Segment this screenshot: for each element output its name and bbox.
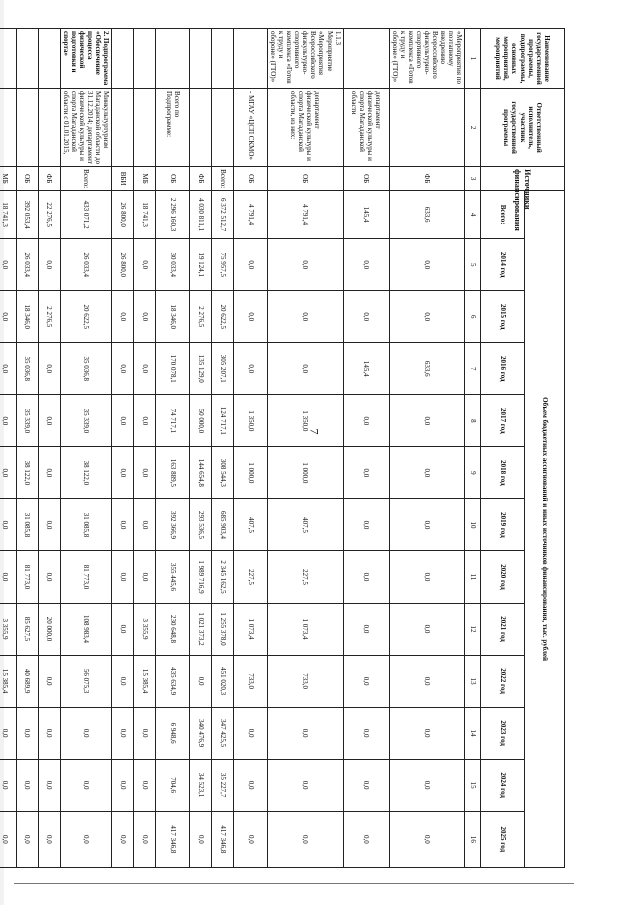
- row-source-cell: Всего:: [212, 167, 234, 191]
- row-value-cell: 1 255 378,0: [212, 603, 234, 655]
- row-value-cell: 230 648,8: [156, 603, 190, 655]
- index-cell: 11: [465, 551, 481, 603]
- row-value-cell: 0,0: [343, 291, 389, 343]
- index-cell: 2: [465, 89, 481, 167]
- row-value-cell: 81 773,0: [16, 551, 38, 603]
- row-value-cell: 0,0: [234, 291, 268, 343]
- row-value-cell: 18 346,0: [156, 291, 190, 343]
- header-year: 2024 год: [481, 759, 525, 811]
- row-name-cell: [0, 29, 16, 89]
- row-value-cell: 407,5: [268, 499, 343, 551]
- row-value-cell: 0,0: [343, 499, 389, 551]
- index-cell: 7: [465, 343, 481, 395]
- row-source-cell: ОБ: [234, 167, 268, 191]
- row-value-cell: 347 425,5: [212, 707, 234, 759]
- index-cell: 4: [465, 191, 481, 239]
- row-value-cell: 451 020,3: [212, 655, 234, 707]
- row-value-cell: 0,0: [389, 707, 464, 759]
- rotated-table-container: [1, 28, 565, 868]
- row-value-cell: 392 366,9: [156, 499, 190, 551]
- row-value-cell: 0,0: [112, 759, 134, 811]
- row-value-cell: 0,0: [112, 291, 134, 343]
- row-value-cell: 20 000,0: [38, 603, 60, 655]
- row-value-cell: 0,0: [0, 759, 16, 811]
- row-value-cell: 15 385,4: [0, 655, 16, 707]
- row-name-cell: [134, 29, 156, 89]
- row-value-cell: 0,0: [389, 811, 464, 867]
- row-value-cell: 0,0: [112, 499, 134, 551]
- row-value-cell: 31 085,8: [16, 499, 38, 551]
- index-cell: 15: [465, 759, 481, 811]
- row-value-cell: 1 073,4: [234, 603, 268, 655]
- row-value-cell: 0,0: [134, 291, 156, 343]
- row-value-cell: 0,0: [134, 811, 156, 867]
- row-total-cell: 433 071,2: [60, 191, 111, 239]
- row-value-cell: 0,0: [134, 707, 156, 759]
- header-year: 2017 год: [481, 395, 525, 447]
- row-value-cell: 308 544,3: [212, 447, 234, 499]
- row-source-cell: ФБ: [389, 167, 464, 191]
- index-cell: 5: [465, 239, 481, 291]
- row-value-cell: 1 000,0: [268, 447, 343, 499]
- row-name-cell: [156, 29, 190, 89]
- table-row: [343, 29, 389, 868]
- row-value-cell: 417 346,8: [212, 811, 234, 867]
- index-cell: 9: [465, 447, 481, 499]
- row-value-cell: 144 654,8: [190, 447, 212, 499]
- header-year: 2023 год: [481, 707, 525, 759]
- row-value-cell: 0,0: [16, 759, 38, 811]
- row-value-cell: 31 085,8: [60, 499, 111, 551]
- row-name-cell: 2. Подпрограмма «Обеспечение процесса физической подготовки и спорта»: [60, 29, 111, 89]
- table-row: [112, 29, 134, 868]
- row-source-cell: ОБ: [343, 167, 389, 191]
- row-value-cell: 85 627,5: [16, 603, 38, 655]
- row-value-cell: 56 075,3: [60, 655, 111, 707]
- row-value-cell: 1 073,4: [268, 603, 343, 655]
- row-value-cell: 704,6: [156, 759, 190, 811]
- row-name-cell: [234, 29, 268, 89]
- row-value-cell: 435 634,9: [156, 655, 190, 707]
- row-value-cell: 2 345 162,5: [212, 551, 234, 603]
- row-value-cell: 30 033,4: [156, 239, 190, 291]
- row-value-cell: 38 122,0: [60, 447, 111, 499]
- row-source-cell: ОБ: [156, 167, 190, 191]
- row-value-cell: 50 000,0: [190, 395, 212, 447]
- row-value-cell: 0,0: [389, 395, 464, 447]
- row-executor-cell: [190, 89, 212, 167]
- row-value-cell: 0,0: [389, 447, 464, 499]
- row-value-cell: 34 523,1: [190, 759, 212, 811]
- row-value-cell: 0,0: [343, 655, 389, 707]
- index-cell: 16: [465, 811, 481, 867]
- row-value-cell: 0,0: [234, 343, 268, 395]
- row-value-cell: 124 717,1: [212, 395, 234, 447]
- row-value-cell: 0,0: [38, 395, 60, 447]
- row-name-cell: [38, 29, 60, 89]
- row-value-cell: 733,0: [234, 655, 268, 707]
- header-executor: Ответственный исполнитель, участник государственной программы: [481, 89, 565, 167]
- row-value-cell: 0,0: [389, 239, 464, 291]
- row-value-cell: 0,0: [134, 759, 156, 811]
- row-value-cell: 0,0: [343, 759, 389, 811]
- row-total-cell: 4 791,4: [268, 191, 343, 239]
- row-name-cell: «Мероприятия по поэтапному внедрению Всероссийского физкультурно-спортивного комплекса «Готов к труду и обороне» (ГТО)»: [389, 29, 464, 89]
- row-value-cell: 0,0: [60, 811, 111, 867]
- row-executor-cell: Всего по Подпрограмме:: [156, 89, 190, 167]
- table-row: [60, 29, 111, 868]
- row-total-cell: 18 741,3: [0, 191, 16, 239]
- row-value-cell: 0,0: [234, 707, 268, 759]
- header-year: 2018 год: [481, 447, 525, 499]
- row-value-cell: 0,0: [190, 655, 212, 707]
- row-value-cell: 0,0: [16, 811, 38, 867]
- row-value-cell: 340 476,9: [190, 707, 212, 759]
- row-value-cell: 0,0: [268, 811, 343, 867]
- row-value-cell: 0,0: [268, 759, 343, 811]
- row-value-cell: 135 129,0: [190, 343, 212, 395]
- row-name-cell: [190, 29, 212, 89]
- row-value-cell: 35 339,0: [60, 395, 111, 447]
- row-executor-cell: Минкультуртуризм Магаданской области до 31.12.2014; департамент физической культуры и спорта Магаданской области с 01.01.2015,: [60, 89, 111, 167]
- row-value-cell: 0,0: [38, 447, 60, 499]
- header-funding: Объем бюджетных ассигнований и иных источников финансирования, тыс. рублей: [525, 191, 565, 868]
- header-year: 2019 год: [481, 499, 525, 551]
- row-value-cell: 0,0: [343, 603, 389, 655]
- financing-table: [0, 28, 565, 868]
- row-value-cell: 0,0: [268, 239, 343, 291]
- row-total-cell: 633,6: [389, 191, 464, 239]
- table-row: [38, 29, 60, 868]
- table-row: [234, 29, 268, 868]
- row-value-cell: 0,0: [112, 551, 134, 603]
- row-value-cell: 0,0: [0, 811, 16, 867]
- row-source-cell: ФБ: [190, 167, 212, 191]
- row-total-cell: 4 791,4: [234, 191, 268, 239]
- row-source-cell: ОБ: [16, 167, 38, 191]
- row-value-cell: 18 346,0: [16, 291, 38, 343]
- page-number: 7: [307, 428, 322, 435]
- row-value-cell: 2 276,5: [38, 291, 60, 343]
- row-value-cell: 0,0: [38, 239, 60, 291]
- row-value-cell: 6 948,6: [156, 707, 190, 759]
- row-executor-cell: [134, 89, 156, 167]
- row-value-cell: 0,0: [234, 811, 268, 867]
- row-value-cell: 1 021 373,2: [190, 603, 212, 655]
- header-year: 2020 год: [481, 551, 525, 603]
- row-value-cell: 0,0: [343, 707, 389, 759]
- row-value-cell: 0,0: [38, 707, 60, 759]
- row-value-cell: 0,0: [389, 551, 464, 603]
- row-value-cell: 35 339,0: [16, 395, 38, 447]
- row-value-cell: 0,0: [38, 499, 60, 551]
- row-executor-cell: [38, 89, 60, 167]
- row-value-cell: 0,0: [112, 603, 134, 655]
- row-source-cell: МБ: [0, 167, 16, 191]
- row-value-cell: 19 124,1: [190, 239, 212, 291]
- row-value-cell: 0,0: [112, 395, 134, 447]
- index-cell: 10: [465, 499, 481, 551]
- table-body: [0, 29, 481, 868]
- row-value-cell: 0,0: [38, 343, 60, 395]
- row-value-cell: 0,0: [134, 447, 156, 499]
- row-value-cell: 407,5: [234, 499, 268, 551]
- row-value-cell: 20 622,5: [60, 291, 111, 343]
- row-source-cell: МБ: [134, 167, 156, 191]
- row-value-cell: 0,0: [38, 551, 60, 603]
- row-executor-cell: департамент физической культуры и спорта Магаданской области: [343, 89, 389, 167]
- row-value-cell: 0,0: [60, 707, 111, 759]
- row-value-cell: 35 036,8: [16, 343, 38, 395]
- page-bottom-rule: [14, 883, 574, 884]
- index-cell: 3: [465, 167, 481, 191]
- row-value-cell: 0,0: [343, 811, 389, 867]
- index-cell: 13: [465, 655, 481, 707]
- row-value-cell: 26 800,0: [112, 239, 134, 291]
- row-value-cell: 81 773,0: [60, 551, 111, 603]
- row-value-cell: 0,0: [190, 811, 212, 867]
- row-value-cell: 0,0: [268, 291, 343, 343]
- row-value-cell: 0,0: [134, 499, 156, 551]
- row-value-cell: 38 122,0: [16, 447, 38, 499]
- index-cell: 1: [465, 29, 481, 89]
- header-name: Наименование государственной программы, подпрограммы, основных мероприятий, мероприятий: [481, 29, 565, 89]
- row-value-cell: 170 078,1: [156, 343, 190, 395]
- row-value-cell: 0,0: [112, 343, 134, 395]
- row-value-cell: 0,0: [0, 707, 16, 759]
- row-value-cell: 26 033,4: [60, 239, 111, 291]
- row-value-cell: 145,4: [343, 343, 389, 395]
- header-year: 2016 год: [481, 343, 525, 395]
- row-value-cell: 0,0: [389, 499, 464, 551]
- row-executor-cell: [16, 89, 38, 167]
- row-value-cell: 0,0: [134, 239, 156, 291]
- row-value-cell: 0,0: [234, 239, 268, 291]
- row-total-cell: 392 053,4: [16, 191, 38, 239]
- row-value-cell: 0,0: [343, 551, 389, 603]
- row-total-cell: 145,4: [343, 191, 389, 239]
- row-value-cell: 0,0: [112, 707, 134, 759]
- row-value-cell: 227,5: [268, 551, 343, 603]
- row-value-cell: 0,0: [0, 447, 16, 499]
- row-value-cell: 75 957,5: [212, 239, 234, 291]
- row-source-cell: ФБ: [38, 167, 60, 191]
- row-source-cell: ВБИ: [112, 167, 134, 191]
- row-total-cell: 2 296 160,3: [156, 191, 190, 239]
- row-value-cell: 0,0: [343, 447, 389, 499]
- header-total: Всего:: [481, 191, 525, 239]
- row-value-cell: 26 033,4: [16, 239, 38, 291]
- header-year: 2022 год: [481, 655, 525, 707]
- row-value-cell: 3 355,9: [134, 603, 156, 655]
- header-source: Источники финансирования: [481, 167, 565, 191]
- row-value-cell: 0,0: [234, 759, 268, 811]
- row-value-cell: 74 717,1: [156, 395, 190, 447]
- table-row: [16, 29, 38, 868]
- index-cell: 6: [465, 291, 481, 343]
- header-year: 2015 год: [481, 291, 525, 343]
- row-value-cell: 1 350,0: [268, 395, 343, 447]
- row-value-cell: 0,0: [0, 291, 16, 343]
- row-value-cell: 0,0: [0, 499, 16, 551]
- row-value-cell: 305 207,1: [212, 343, 234, 395]
- row-total-cell: 6 372 512,7: [212, 191, 234, 239]
- row-value-cell: 0,0: [0, 239, 16, 291]
- row-name-cell: [212, 29, 234, 89]
- header-year: 2021 год: [481, 603, 525, 655]
- row-value-cell: 0,0: [0, 343, 16, 395]
- row-source-cell: ОБ: [268, 167, 343, 191]
- row-name-cell: [16, 29, 38, 89]
- table-row: [190, 29, 212, 868]
- row-value-cell: 633,6: [389, 343, 464, 395]
- row-value-cell: 355 445,6: [156, 551, 190, 603]
- table-row: [0, 29, 16, 868]
- row-value-cell: 108 983,4: [60, 603, 111, 655]
- row-value-cell: 0,0: [38, 811, 60, 867]
- row-source-cell: Всего:: [60, 167, 111, 191]
- row-value-cell: 0,0: [134, 395, 156, 447]
- row-value-cell: 0,0: [60, 759, 111, 811]
- row-executor-cell: [112, 89, 134, 167]
- row-value-cell: 1 350,0: [234, 395, 268, 447]
- table-row: [156, 29, 190, 868]
- index-cell: 12: [465, 603, 481, 655]
- row-value-cell: 0,0: [343, 395, 389, 447]
- row-executor-cell: [0, 89, 16, 167]
- row-total-cell: 26 800,0: [112, 191, 134, 239]
- table-row: [389, 29, 464, 868]
- row-value-cell: 0,0: [16, 707, 38, 759]
- row-value-cell: 2 276,5: [190, 291, 212, 343]
- row-executor-cell: департамент физической культуры и спорта Магаданской области, из них:: [268, 89, 343, 167]
- row-value-cell: 685 903,4: [212, 499, 234, 551]
- row-value-cell: 293 536,5: [190, 499, 212, 551]
- row-value-cell: 0,0: [389, 759, 464, 811]
- row-value-cell: 0,0: [343, 239, 389, 291]
- row-value-cell: 733,0: [268, 655, 343, 707]
- index-cell: 14: [465, 707, 481, 759]
- row-name-cell: 1.1.3 Мероприятие «Мероприятия Всероссийского физкультурно-спортивного комплекса «Готов к труду и обороне» (ГТО)»: [268, 29, 343, 89]
- row-value-cell: 0,0: [134, 551, 156, 603]
- row-name-cell: [112, 29, 134, 89]
- header-year: 2014 год: [481, 239, 525, 291]
- row-value-cell: 1 989 716,9: [190, 551, 212, 603]
- row-value-cell: 0,0: [389, 291, 464, 343]
- table-row: [268, 29, 343, 868]
- row-value-cell: 163 889,5: [156, 447, 190, 499]
- row-value-cell: 1 000,0: [234, 447, 268, 499]
- row-value-cell: 0,0: [38, 655, 60, 707]
- table-row: [134, 29, 156, 868]
- row-value-cell: 35 227,7: [212, 759, 234, 811]
- row-executor-cell: - МГАУ «ЦСП СКМО»: [234, 89, 268, 167]
- row-value-cell: 0,0: [112, 811, 134, 867]
- row-executor-cell: [212, 89, 234, 167]
- index-cell: 8: [465, 395, 481, 447]
- row-value-cell: 3 355,9: [0, 603, 16, 655]
- row-value-cell: 0,0: [0, 395, 16, 447]
- row-value-cell: 0,0: [268, 707, 343, 759]
- row-value-cell: 35 036,8: [60, 343, 111, 395]
- row-total-cell: 4 030 811,1: [190, 191, 212, 239]
- row-value-cell: 0,0: [134, 343, 156, 395]
- row-executor-cell: [389, 89, 464, 167]
- header-year: 2025 год: [481, 811, 525, 867]
- row-value-cell: 0,0: [389, 603, 464, 655]
- table-row: [212, 29, 234, 868]
- row-name-cell: [343, 29, 389, 89]
- row-value-cell: 417 346,8: [156, 811, 190, 867]
- row-value-cell: 0,0: [268, 343, 343, 395]
- row-total-cell: 22 276,5: [38, 191, 60, 239]
- column-index-row: [465, 29, 481, 868]
- row-value-cell: 20 622,5: [212, 291, 234, 343]
- row-value-cell: 0,0: [0, 551, 16, 603]
- row-value-cell: 227,5: [234, 551, 268, 603]
- row-value-cell: 15 385,4: [134, 655, 156, 707]
- row-value-cell: 40 689,9: [16, 655, 38, 707]
- row-value-cell: 0,0: [112, 655, 134, 707]
- row-value-cell: 0,0: [389, 655, 464, 707]
- row-value-cell: 0,0: [38, 759, 60, 811]
- row-value-cell: 0,0: [112, 447, 134, 499]
- row-total-cell: 18 741,3: [134, 191, 156, 239]
